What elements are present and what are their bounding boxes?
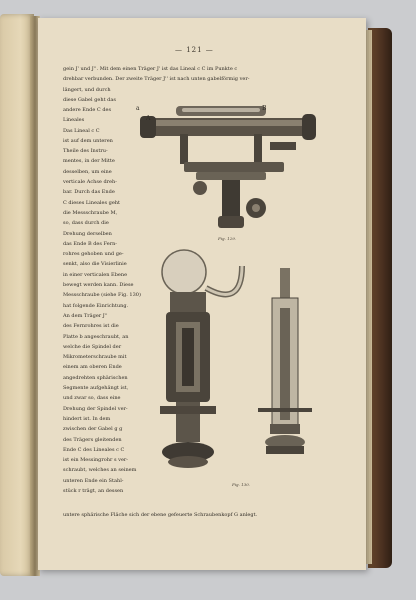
text-line: zwischen der Gabel g g [63,426,123,433]
text-line: die Messschraube M, [63,209,118,216]
text-line: bar. Durch das Ende [63,189,115,196]
text-line: Drehung derselben [63,230,112,237]
text-line: andere Ende C des [63,107,112,113]
text-line: schraubt, welches an seinem [63,467,137,474]
micrometer-screw-figure [154,248,354,484]
text-line: bewegt werden kann. Diese [63,282,134,289]
left-page-edge [0,14,34,576]
text-line: C dieses Lineales geht [63,199,121,206]
text-line: welche die Spindel der [63,343,122,350]
figure-130-caption: Fig. 130. [232,482,251,487]
text-line: unteren Ende ein Stahl- [63,477,124,484]
label-a: a [136,105,140,112]
text-line: Messschraube (siehe Fig. 130) [63,292,141,299]
text-line: Platte b angeschraubt, an [63,333,129,340]
text-line: des Trägers gleitenden [63,436,122,443]
text-line: ist auf dem unteren [63,137,113,144]
text-line: hindert ist. In dem [63,415,111,422]
text-line: so, dass durch die [63,220,109,227]
text-line: gein J' und J''. Mit dem einen Träger J' ist das Lineal c C im Punkte c [63,66,238,72]
text-line: Theile des Instru- [63,148,108,155]
text-line: längert, und durch [63,86,111,93]
text-line: das Ende B des Fern- [63,240,117,247]
text-line: und zwar so, dass eine [63,395,121,402]
text-line: Ende C des Lineales c C [63,446,125,453]
text-line: verticale Achse dreh- [63,179,117,186]
bottom-text-block [63,510,353,520]
text-line: diese Gabel geht das [63,96,116,103]
text-line: rohres gehoben und ge- [63,251,124,258]
text-line: untere sphärische Fläche sich der ebene gefeuerte Schraubenkopf G anlegt. [63,512,258,518]
text-line: An dem Träger J'' [63,312,108,319]
text-line: ist ein Messingrohr s ver- [63,457,128,464]
text-line: des Fernrohres ist die [63,323,119,330]
text-line: einem am oberen Ende [63,364,122,371]
text-line: senkt, also die Visierlinie [63,261,127,268]
text-line: Segmente aufgehängt ist, [63,385,129,392]
text-line: hat folgende Einrichtung. [63,302,129,309]
figure-129-caption: Fig. 129. [218,236,237,241]
text-line: stück r trägt, an dessen [63,487,124,494]
text-line: desselben, um eine [63,168,112,175]
text-line: Drehung der Spindel ver- [63,405,128,412]
label-B: B [262,105,267,112]
text-line: Mikrometerschraube mit [63,354,127,361]
text-line: in einer verticalen Ebene [63,271,128,278]
text-line: angedrehten sphärischen [63,374,128,381]
text-line: Das Lineal c C [63,127,100,134]
telescope-instrument-figure [136,96,322,244]
text-line: mentes, in der Mitte [63,158,115,165]
label-A: A [146,115,151,122]
text-line: Lineales [63,117,85,124]
page-number: — 121 — [175,46,214,54]
text-line: drehbar verbunden. Der zweite Träger J'' ist nach unten gabelförmig ver- [63,76,250,83]
